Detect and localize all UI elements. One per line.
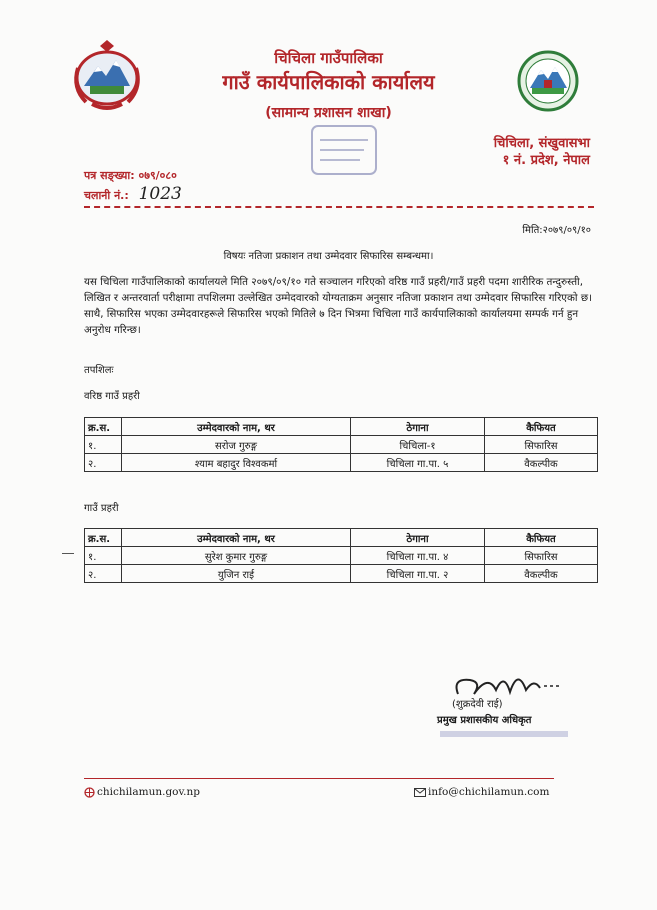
mail-icon [414, 788, 426, 797]
letter-subject: विषयः नतिजा प्रकाशन तथा उम्मेदवार सिफारिस सम्बन्धमा। [223, 251, 434, 262]
col-sn: क्र.स. [85, 418, 122, 436]
website-text: chichilamun.gov.np [97, 786, 200, 798]
col-address: ठेगाना [351, 529, 485, 547]
cell-address: चिचिला-१ [351, 436, 485, 454]
municipality-name: चिचिला गाउँपालिका [274, 49, 383, 67]
cell-remarks: सिफारिस [485, 547, 598, 565]
col-sn: क्र.स. [85, 529, 122, 547]
details-label: तपशिलः [84, 365, 114, 376]
footer-email[interactable] [414, 786, 549, 798]
signatory-title: प्रमुख प्रशासकीय अधिकृत [437, 715, 532, 726]
cell-name: युजिन राई [122, 565, 351, 583]
email-text: info@chichilamun.com [428, 786, 550, 798]
branch-name: (सामान्य प्रशासन शाखा) [265, 105, 392, 121]
letter-body: यस चिचिला गाउँपालिकाको कार्यालयले मिति २०७९/०९/१० गते सञ्चालन गरिएको वरिष्ठ गाउँ प्रहरी/गाउँ प्रहरी पदमा शारीरिक तन्दुरुस्ती, लिखित र अन्तरवार्ता परीक्षामा तपशिलमा उल्लेखित उम्मेदवारको योग्यताक्रम अनुसार नतिजा प्रकाशन तथा उम्मेदवार सिफारिस गरिएको छ। साथै, सिफारिस भएका उम्मेदवारहरूले सिफारिस भएको मितिले ७ दिन भित्रमा चिचिला गाउँ कार्यपालिकाको कार्यालयमा सम्पर्क गर्न हुन अनुरोध गरिन्छ। [84, 276, 592, 336]
col-remarks: कैफियत [485, 529, 598, 547]
col-name: उम्मेदवारको नाम, थर [122, 529, 351, 547]
reference-number [84, 168, 177, 183]
reference-value: ०७९/०८० [138, 169, 177, 182]
cell-address: चिचिला गा.पा. ५ [351, 454, 485, 472]
cell-sn: २. [85, 565, 122, 583]
footer-divider [84, 778, 554, 779]
margin-mark [62, 553, 74, 554]
signatory-name: (शुक्रदेवी राई) [452, 699, 503, 710]
reference-label: पत्र सङ्ख्या: [84, 169, 135, 182]
col-remarks: कैफियत [485, 418, 598, 436]
village-police-table [84, 528, 598, 583]
col-address: ठेगाना [351, 418, 485, 436]
office-name: गाउँ कार्यपालिकाको कार्यालय [222, 70, 435, 94]
cell-name: सरोज गुरुङ्ग [122, 436, 351, 454]
dispatch-value: 1023 [138, 184, 182, 204]
cell-sn: १. [85, 436, 122, 454]
dispatch-number [84, 184, 182, 204]
section-title-village: गाउँ प्रहरी [84, 503, 119, 514]
table-row [85, 565, 598, 583]
office-stamp-icon [308, 122, 380, 178]
footer-website[interactable] [84, 786, 200, 798]
letter-date: मिति:२०७९/०९/१० [522, 225, 591, 236]
cell-remarks: वैकल्पीक [485, 454, 598, 472]
table-row [85, 436, 598, 454]
dispatch-label: चलानी नं.: [84, 189, 129, 202]
col-name: उम्मेदवारको नाम, थर [122, 418, 351, 436]
table-row [85, 547, 598, 565]
header-divider [84, 206, 594, 208]
globe-icon [84, 787, 95, 798]
cell-remarks: सिफारिस [485, 436, 598, 454]
table-header-row [85, 529, 598, 547]
section-title-senior: वरिष्ठ गाउँ प्रहरी [84, 391, 140, 402]
cell-sn: १. [85, 547, 122, 565]
signature-stamp-icon [434, 726, 574, 742]
cell-remarks: वैकल्पीक [485, 565, 598, 583]
table-row [85, 454, 598, 472]
cell-name: सुरेश कुमार गुरुङ्ग [122, 547, 351, 565]
address-line-2: १ नं. प्रदेश, नेपाल [502, 153, 590, 168]
cell-address: चिचिला गा.पा. २ [351, 565, 485, 583]
address-line-1: चिचिला, संखुवासभा [493, 136, 590, 151]
cell-name: श्याम बहादुर विश्वकर्मा [122, 454, 351, 472]
senior-police-table [84, 417, 598, 472]
cell-sn: २. [85, 454, 122, 472]
table-header-row [85, 418, 598, 436]
cell-address: चिचिला गा.पा. ४ [351, 547, 485, 565]
